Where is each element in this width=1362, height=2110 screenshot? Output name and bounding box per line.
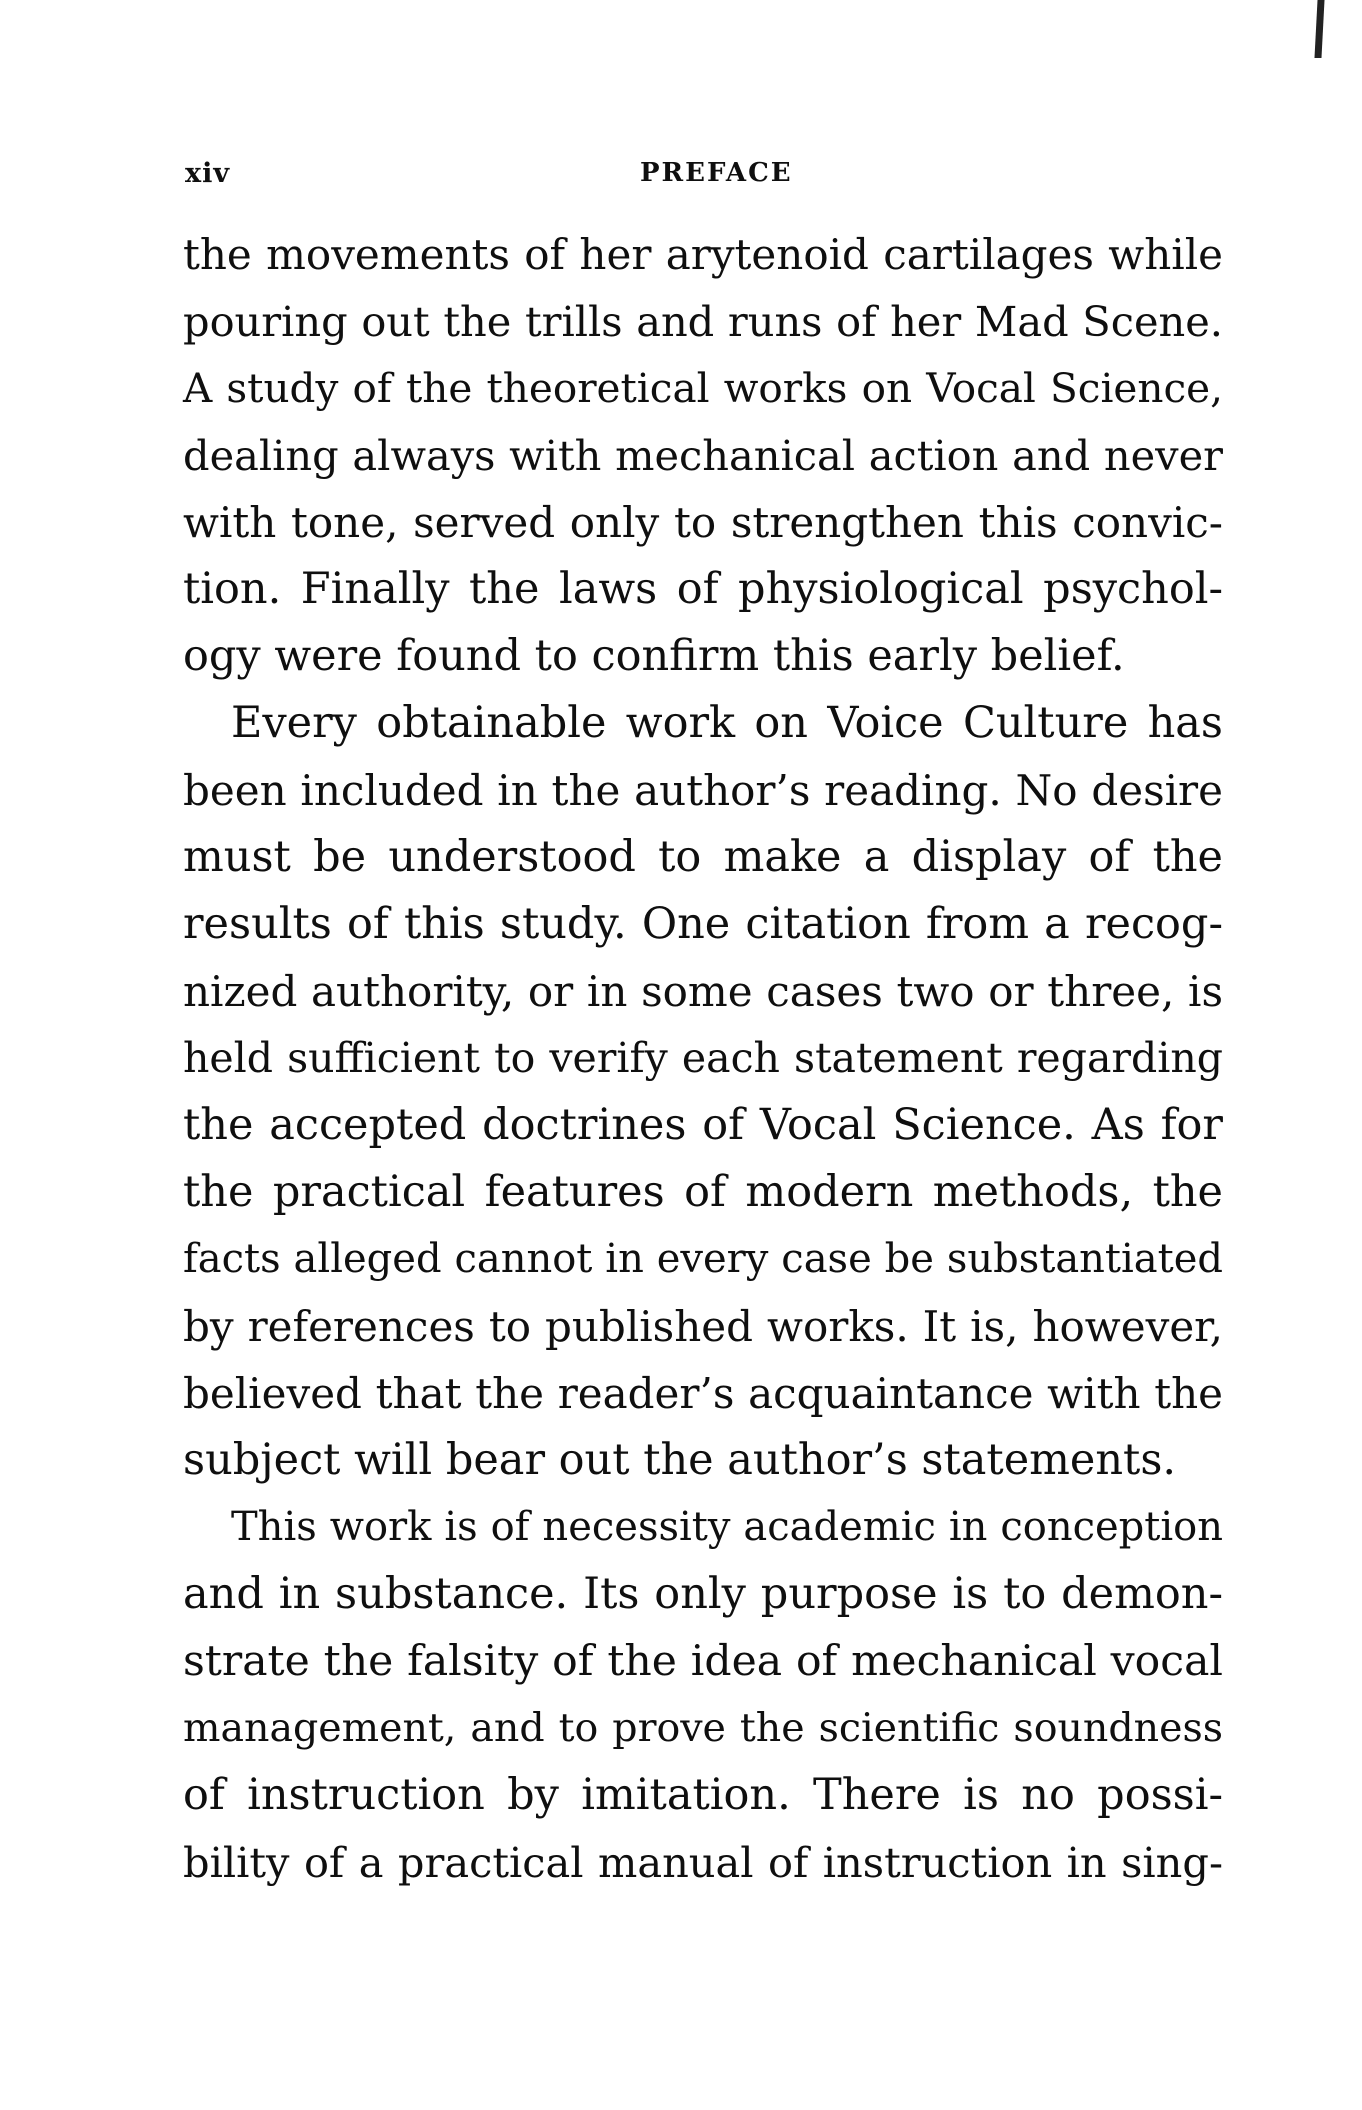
body-text (183, 221, 1223, 1896)
running-head: PREFACE (640, 158, 793, 188)
text-line: dealing always with mechanical action and never (183, 431, 1223, 480)
text-line: facts alleged cannot in every case be substantiated (183, 1236, 1223, 1282)
text-line: with tone, served only to strengthen this convic- (183, 498, 1223, 547)
text-line: the movements of her arytenoid cartilages while (183, 230, 1223, 279)
text-line: the practical features of modern methods, the (183, 1167, 1223, 1217)
text-line: the accepted doctrines of Vocal Science. As for (183, 1100, 1223, 1150)
text-line: been included in the author’s reading. No desire (183, 766, 1223, 815)
text-line: subject will bear out the author’s statements. (183, 1435, 1177, 1485)
text-line: results of this study. One citation from a recog- (183, 899, 1223, 949)
text-line: Every obtainable work on Voice Culture has (231, 698, 1223, 748)
text-line: management, and to prove the scientific soundness (183, 1705, 1223, 1751)
text-line: tion. Finally the laws of physiological psychol- (183, 564, 1223, 614)
text-line: and in substance. Its only purpose is to demon- (183, 1569, 1223, 1619)
text-line: ogy were found to confirm this early belief. (183, 631, 1125, 681)
text-line: bility of a practical manual of instruction in sing- (183, 1838, 1223, 1887)
scan-artifact-mark (1314, 0, 1324, 58)
text-line: held sufficient to verify each statement regarding (183, 1034, 1223, 1082)
text-line: believed that the reader’s acquaintance with the (183, 1369, 1223, 1418)
text-line: nized authority, or in some cases two or three, is (183, 967, 1223, 1016)
text-line: of instruction by imitation. There is no possi- (183, 1770, 1223, 1820)
text-line: strate the falsity of the idea of mechanical vocal (183, 1637, 1223, 1686)
page-number: xiv (185, 158, 231, 189)
text-line: by references to published works. It is, however, (183, 1302, 1223, 1351)
text-line: must be understood to make a display of the (183, 832, 1223, 882)
text-line: A study of the theoretical works on Vocal Science, (183, 364, 1223, 412)
text-line: pouring out the trills and runs of her Mad Scene. (183, 297, 1223, 346)
text-line: This work is of necessity academic in conception (231, 1504, 1223, 1550)
page-header (185, 158, 1220, 198)
